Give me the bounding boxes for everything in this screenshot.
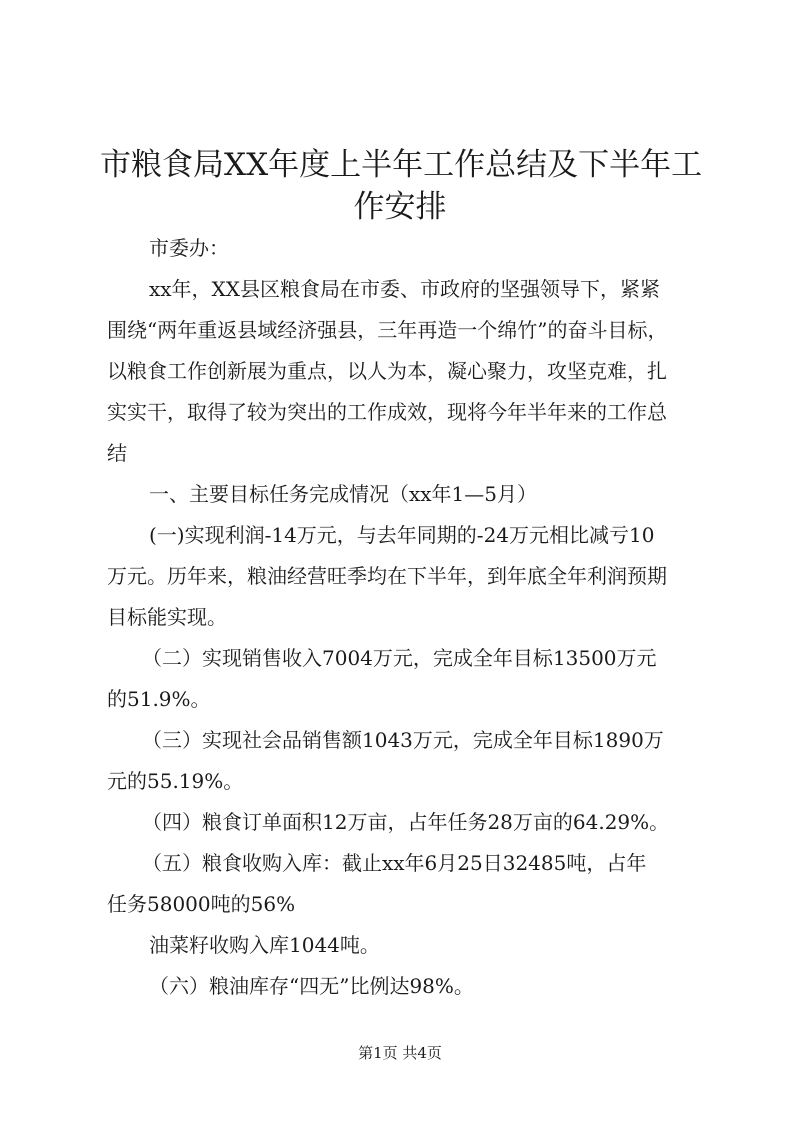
paragraph-line: （四）粮食订单面积12万亩，占年任务28万亩的64.29%。 [142,810,670,834]
paragraph-intro [107,269,707,474]
paragraph-line: 围绕“两年重返县域经济强县，三年再造一个绵竹”的奋斗目标， [107,318,668,342]
section-heading: 一、主要目标任务完成情况（xx年1—5月） [149,482,538,506]
paragraph-item-1 [107,515,707,638]
salutation: 市委办： [149,236,229,260]
title-line-1: 市粮食局XX年度上半年工作总结及下半年工 [100,147,703,183]
document-body [107,228,707,1007]
paragraph-line: 任务58000吨的56% [107,892,296,916]
paragraph-line: xx年，XX县区粮食局在市委、市政府的坚强领导下，紧紧 [149,277,661,301]
paragraph-line: （二）实现销售收入7004万元，完成全年目标13500万元 [142,646,657,670]
paragraph-item-6: （六）粮油库存“四无”比例达98%。 [149,974,474,998]
paragraph-line: 的51.9%。 [107,687,211,711]
paragraph-line: 结 [107,441,127,465]
paragraph-line: （三）实现社会品销售额1043万元，完成全年目标1890万 [142,728,664,752]
paragraph-line: 以粮食工作创新展为重点，以人为本，凝心聚力，攻坚克难，扎 [107,359,667,383]
paragraph-item-3 [107,720,707,802]
page-title [100,144,703,228]
paragraph-item-2 [107,638,707,720]
page-footer: 第1页 共4页 [358,1044,442,1062]
paragraph-item-4 [107,802,707,843]
paragraph-line: 元的55.19%。 [107,769,244,793]
title-line-2: 作安排 [353,189,447,225]
paragraph-line: 目标能实现。 [107,605,227,629]
paragraph-line: 万元。历年来，粮油经营旺季均在下半年，到年底全年利润预期 [107,564,667,588]
paragraph-line: (一)实现利润-14万元，与去年同期的-24万元相比减亏10 [149,523,655,547]
paragraph-rapeseed: 油菜籽收购入库1044吨。 [149,933,380,957]
paragraph-item-5 [107,843,707,925]
paragraph-line: （五）粮食收购入库：截止xx年6月25日32485吨，占年 [142,851,647,875]
paragraph-line: 实实干，取得了较为突出的工作成效，现将今年半年来的工作总 [107,400,667,424]
